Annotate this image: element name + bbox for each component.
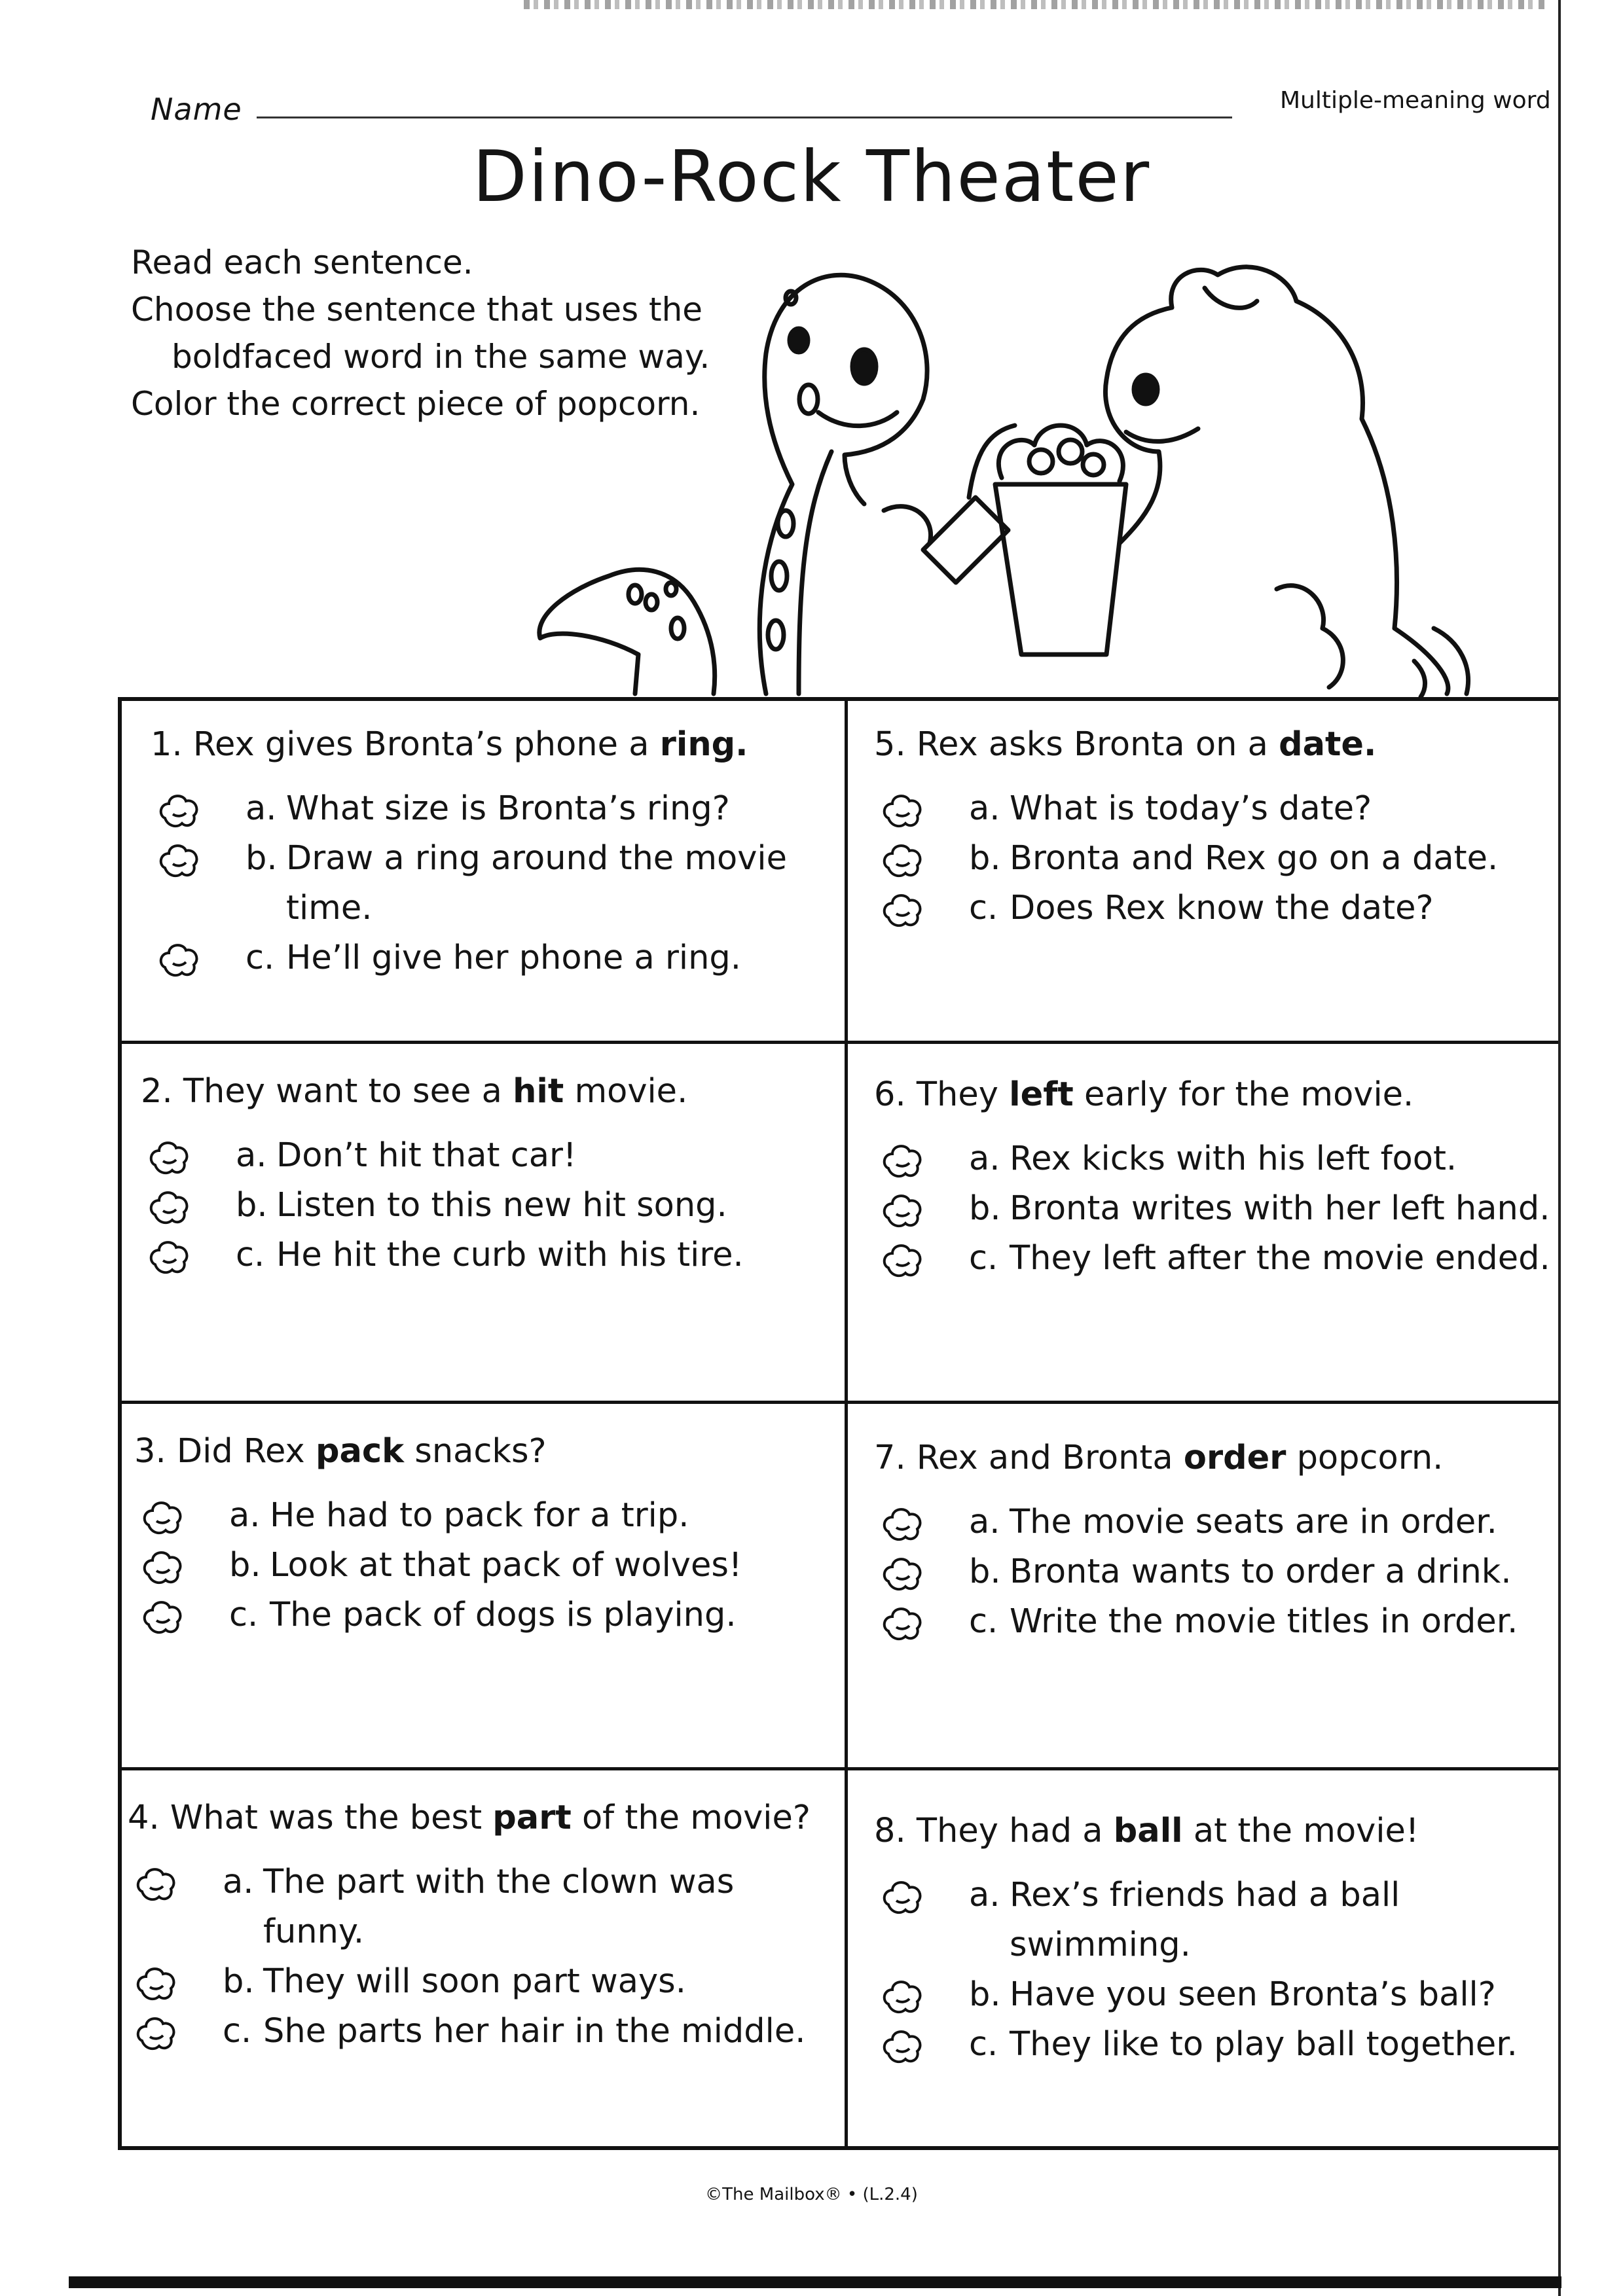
question-stem: 6. They left early for the movie. xyxy=(874,1075,1414,1114)
bold-word: date. xyxy=(1279,725,1377,764)
popcorn-icon[interactable] xyxy=(881,1240,926,1281)
popcorn-icon[interactable] xyxy=(147,1138,193,1178)
popcorn-icon[interactable] xyxy=(157,940,203,980)
popcorn-icon[interactable] xyxy=(881,1504,926,1545)
grid-divider-horizontal xyxy=(118,1767,1558,1770)
popcorn-icon[interactable] xyxy=(881,1141,926,1181)
answer-option[interactable]: a. The part with the clown was funny. xyxy=(128,1857,811,1957)
question-stem: 1. Rex gives Bronta’s phone a ring. xyxy=(151,725,748,764)
answer-option[interactable]: a. Rex’s friends had a ball swimming. xyxy=(874,1871,1518,1970)
answer-option[interactable]: a. He had to pack for a trip. xyxy=(134,1491,742,1541)
question-1 xyxy=(151,720,787,983)
question-stem: 8. They had a ball at the movie! xyxy=(874,1812,1419,1850)
popcorn-icon[interactable] xyxy=(881,1191,926,1231)
bold-word: left xyxy=(1009,1075,1074,1114)
popcorn-icon[interactable] xyxy=(881,2026,926,2067)
question-stem: 7. Rex and Bronta order popcorn. xyxy=(874,1439,1444,1477)
bold-word: ring. xyxy=(659,725,748,764)
answer-option[interactable]: a. What is today’s date? xyxy=(874,784,1498,834)
answer-option[interactable]: a. The movie seats are in order. xyxy=(874,1498,1518,1547)
question-5 xyxy=(874,720,1498,933)
question-stem: 5. Rex asks Bronta on a date. xyxy=(874,725,1377,764)
name-label: Name xyxy=(151,92,242,127)
instruction-line: boldfaced word in the same way. xyxy=(172,338,710,376)
popcorn-icon[interactable] xyxy=(881,840,926,881)
answer-option[interactable]: b. Draw a ring around the movie time. xyxy=(151,834,787,933)
popcorn-icon[interactable] xyxy=(147,1187,193,1228)
question-7 xyxy=(874,1433,1518,1647)
grid-divider-vertical xyxy=(845,699,848,2149)
question-2 xyxy=(141,1067,744,1280)
copyright-footer: ©The Mailbox® • (L.2.4) xyxy=(705,2185,918,2204)
grid-divider-horizontal xyxy=(118,1401,1558,1404)
instruction-line: Choose the sentence that uses the xyxy=(131,291,703,329)
answer-option[interactable]: a. Rex kicks with his left foot. xyxy=(874,1134,1550,1184)
popcorn-icon[interactable] xyxy=(147,1237,193,1278)
scan-bar-bottom xyxy=(69,2276,1561,2288)
popcorn-icon[interactable] xyxy=(141,1597,187,1638)
grid-divider-horizontal xyxy=(118,1041,1558,1044)
bold-word: hit xyxy=(513,1072,564,1111)
popcorn-icon[interactable] xyxy=(881,1877,926,1918)
question-stem: 3. Did Rex pack snacks? xyxy=(134,1432,547,1471)
bold-word: pack xyxy=(315,1432,405,1471)
popcorn-icon[interactable] xyxy=(141,1498,187,1538)
answer-option[interactable]: b. Have you seen Bronta’s ball? xyxy=(874,1970,1518,2020)
answer-option[interactable]: b. Bronta wants to order a drink. xyxy=(874,1547,1518,1597)
answer-option[interactable]: b. Bronta writes with her left hand. xyxy=(874,1184,1550,1234)
answer-option[interactable]: c. Does Rex know the date? xyxy=(874,884,1498,933)
dinosaurs-illustration xyxy=(517,236,1565,700)
name-line[interactable] xyxy=(257,117,1232,118)
answer-option[interactable]: a. Don’t hit that car! xyxy=(141,1131,744,1181)
answer-option[interactable]: b. Listen to this new hit song. xyxy=(141,1181,744,1230)
instruction-line: Read each sentence. xyxy=(131,243,473,281)
question-8 xyxy=(874,1806,1518,2070)
question-4 xyxy=(128,1793,811,2056)
bold-word: ball xyxy=(1113,1812,1183,1850)
answer-option[interactable]: b. Bronta and Rex go on a date. xyxy=(874,834,1498,884)
popcorn-icon[interactable] xyxy=(134,1964,180,2004)
answer-option[interactable]: c. She parts her hair in the middle. xyxy=(128,2007,811,2056)
answer-option[interactable]: b. They will soon part ways. xyxy=(128,1957,811,2007)
answer-option[interactable]: c. They like to play ball together. xyxy=(874,2020,1518,2070)
answer-option[interactable]: c. They left after the movie ended. xyxy=(874,1234,1550,1283)
scan-noise-top xyxy=(524,0,1545,9)
instruction-line: Color the correct piece of popcorn. xyxy=(131,385,701,423)
page-title: Dino-Rock Theater xyxy=(472,136,1151,218)
popcorn-icon[interactable] xyxy=(134,2013,180,2054)
popcorn-icon[interactable] xyxy=(134,1864,180,1905)
question-stem: 2. They want to see a hit movie. xyxy=(141,1072,688,1111)
answer-option[interactable]: b. Look at that pack of wolves! xyxy=(134,1541,742,1590)
popcorn-icon[interactable] xyxy=(881,1554,926,1594)
question-3 xyxy=(134,1427,742,1640)
bold-word: part xyxy=(492,1799,572,1837)
question-stem: 4. What was the best part of the movie? xyxy=(128,1799,811,1837)
popcorn-icon[interactable] xyxy=(881,1977,926,2017)
question-6 xyxy=(874,1070,1550,1283)
popcorn-icon[interactable] xyxy=(157,791,203,831)
popcorn-icon[interactable] xyxy=(141,1547,187,1588)
popcorn-icon[interactable] xyxy=(881,791,926,831)
answer-option[interactable]: a. What size is Bronta’s ring? xyxy=(151,784,787,834)
skill-tag: Multiple-meaning word xyxy=(1280,87,1551,114)
popcorn-icon[interactable] xyxy=(157,840,203,881)
answer-option[interactable]: c. The pack of dogs is playing. xyxy=(134,1590,742,1640)
answer-option[interactable]: c. Write the movie titles in order. xyxy=(874,1597,1518,1647)
bold-word: order xyxy=(1183,1439,1286,1477)
answer-option[interactable]: c. He hit the curb with his tire. xyxy=(141,1230,744,1280)
popcorn-icon[interactable] xyxy=(881,890,926,931)
popcorn-icon[interactable] xyxy=(881,1604,926,1644)
answer-option[interactable]: c. He’ll give her phone a ring. xyxy=(151,933,787,983)
